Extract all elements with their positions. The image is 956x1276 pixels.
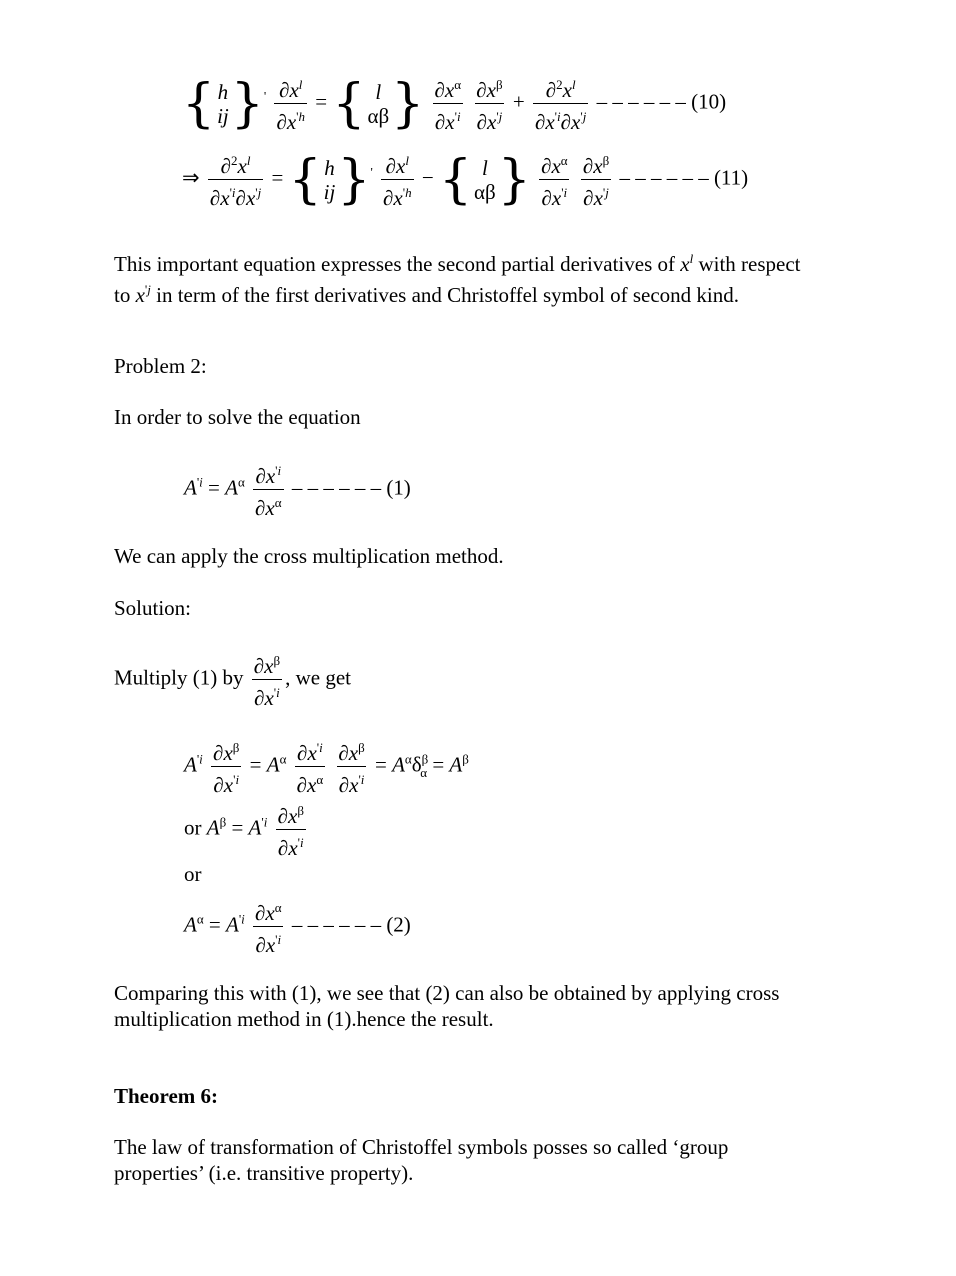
compare-text: Comparing this with (1), we see that (2) can also be obtained by applying cross multiplication method in (1).hence the result. [114, 981, 780, 1031]
cross-text: We can apply the cross multiplication method. [114, 544, 504, 568]
paragraph-text: with respect to [114, 252, 801, 307]
equation-label: (1) [386, 475, 411, 500]
paragraph-second-derivatives: This important equation expresses the second partial derivatives of $x^l$ with respect to $x^{'j}$ in term of the first derivatives and Christoffel symbol of second kind. [114, 251, 801, 307]
paragraph-text: in term of the first derivatives and Christoffel symbol of second kind. [156, 283, 739, 307]
equation-2: $A^\alpha = A^{'i}$ $\frac{\partial x^\alpha}{\partial x^{'i}}$ – – – – – – (2) [184, 900, 411, 957]
dashes: – – – – – – [291, 475, 382, 500]
equation-or-line: or $A^\beta = A^{'i}$ $\frac{\partial x^\beta}{\partial x^{'i}}$ [184, 803, 304, 860]
theorem-text: The law of transformation of Christoffel symbols posses so called ‘group properties’ (i.e. transitive property). [114, 1135, 729, 1185]
equation-11: ⇒ $\frac{\partial^2x^l}{\partial x^{'i}\partial x^{'j}}$ = { h ij } ' $\frac{\partial x^l}{\partial x^{'h}}$ − { l αβ } $\frac{\partial x^\alpha}{\partial x^{'i}}$ $\frac{\partial x^\beta}{\partial x^{'j}}$ – – – – – – (11) [182, 149, 749, 210]
dashes: – – – – – – [596, 89, 686, 114]
equation-1: $A^{'i} = A^\alpha$ $\frac{\partial x^{'i}}{\partial x^\alpha}$ – – – – – – (1) [184, 463, 411, 520]
equation-10: { h ij } ' $\frac{\partial x^l}{\partial x^{'h}}$ = { l αβ } $\frac{\partial x^\alpha}{\partial x^{'i}}$ $\frac{\partial x^\beta}{\partial x^{'j}}$ + $\frac{\partial^2x^l}{\partial x^{'i}\partial x^{'j}}$ – – – – – – (10) [182, 73, 727, 134]
problem-heading: Problem 2: [114, 354, 207, 378]
solve-text: In order to solve the equation [114, 405, 361, 429]
paragraph-text: , we get [285, 665, 351, 690]
equation-label: (11) [713, 165, 749, 190]
multiply-line: Multiply (1) by $\frac{\partial x^\beta}{\partial x^{'i}}$ , we get [114, 653, 351, 710]
or-text: or [184, 862, 202, 886]
dashes: – – – – – – [619, 165, 709, 190]
equation-label: (10) [691, 89, 727, 114]
theorem-heading: Theorem 6: [114, 1084, 219, 1108]
dashes: – – – – – – [291, 912, 382, 937]
or-text: or [184, 815, 202, 840]
paragraph-text: This important equation expresses the second partial derivatives of [114, 252, 676, 276]
equation-label: (2) [386, 912, 411, 937]
solution-heading: Solution: [114, 596, 192, 620]
equation-multiplied: $A^{'i}$ $\frac{\partial x^\beta}{\partial x^{'i}}$ = $A^\alpha$ $\frac{\partial x^{'i}}{\partial x^\alpha}$ $\frac{\partial x^\beta}{\partial x^{'i}}$ = $A^\alpha\delta^\beta_\alpha = A^\beta$ [184, 740, 469, 797]
paragraph-text: Multiply (1) by [114, 665, 244, 690]
